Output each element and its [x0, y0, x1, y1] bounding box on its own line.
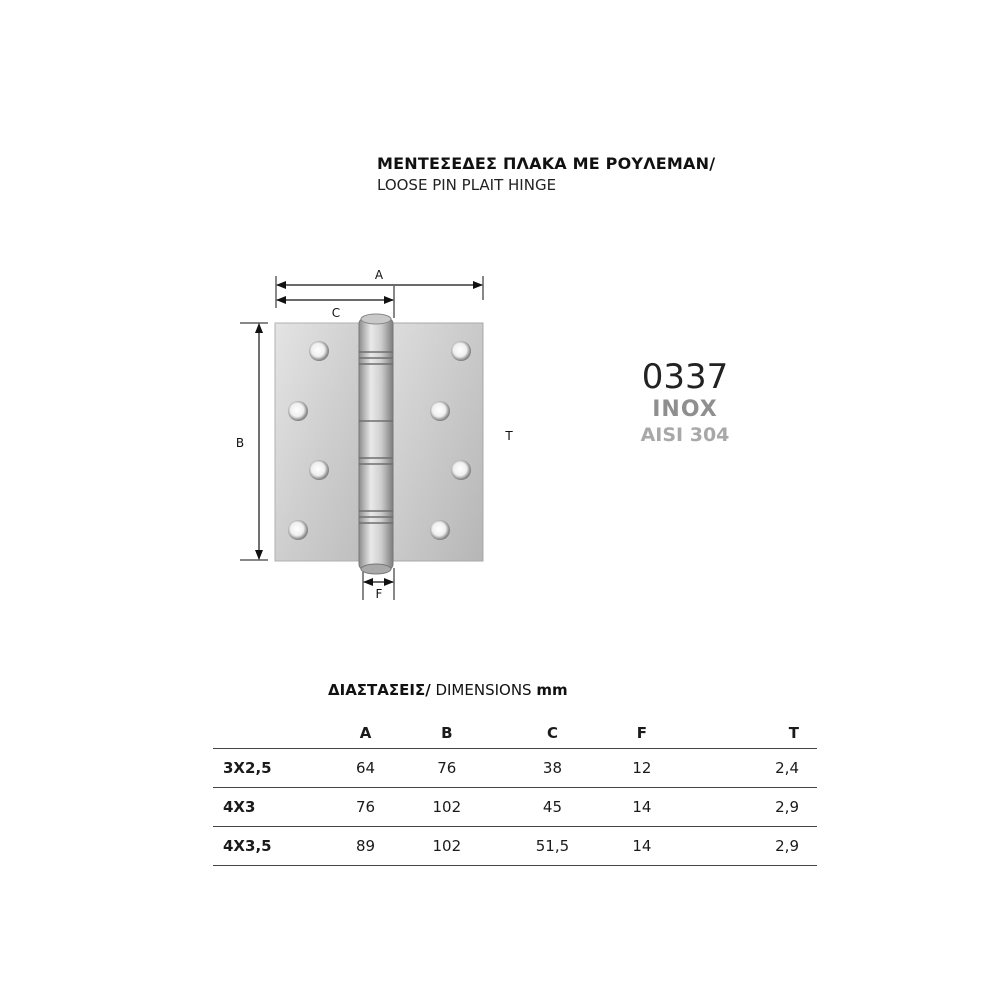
dimensions-heading-greek: ΔΙΑΣΤΑΣΕΙΣ/	[328, 681, 431, 699]
table-header-row	[213, 718, 817, 749]
dimension-b	[236, 323, 268, 560]
cell-t: 2,9	[674, 788, 817, 827]
row-size: 4X3	[213, 788, 333, 827]
product-code: 0337	[641, 357, 729, 397]
table-row	[213, 749, 817, 788]
material-grade: AISI 304	[640, 424, 730, 446]
dimensions-heading	[328, 681, 568, 699]
inox-logo: INOX	[652, 397, 718, 422]
column-header-b: B	[398, 718, 496, 749]
dimensions-heading-english: DIMENSIONS	[430, 681, 537, 699]
title-greek: ΜΕΝΤΕΣΕΔΕΣ ΠΛΑΚΑ ΜΕ ΡΟΥΛΕΜΑΝ/	[377, 154, 716, 173]
dimension-a	[276, 268, 483, 308]
label-c: C	[331, 306, 341, 320]
cell-f: 12	[609, 749, 674, 788]
label-f: F	[375, 587, 383, 601]
cell-a: 64	[333, 749, 398, 788]
cell-c: 51,5	[496, 827, 610, 866]
column-header-c: C	[496, 718, 610, 749]
cell-f: 14	[609, 788, 674, 827]
cell-c: 38	[496, 749, 610, 788]
cell-b: 102	[398, 788, 496, 827]
dimensions-unit: mm	[536, 681, 568, 699]
cell-t: 2,9	[674, 827, 817, 866]
hinge-illustration	[275, 314, 483, 574]
column-header-f: F	[609, 718, 674, 749]
cell-c: 45	[496, 788, 610, 827]
column-header-size	[213, 718, 333, 749]
cell-a: 76	[333, 788, 398, 827]
cell-b: 76	[398, 749, 496, 788]
title-english: LOOSE PIN PLAIT HINGE	[377, 176, 557, 194]
dimensions-table	[213, 718, 817, 866]
table-row	[213, 827, 817, 866]
label-t: T	[505, 429, 513, 443]
row-size: 3X2,5	[213, 749, 333, 788]
column-header-t: T	[674, 718, 817, 749]
cell-b: 102	[398, 827, 496, 866]
label-b: B	[235, 436, 245, 450]
row-size: 4X3,5	[213, 827, 333, 866]
cell-t: 2,4	[674, 749, 817, 788]
label-a: A	[374, 268, 384, 282]
column-header-a: A	[333, 718, 398, 749]
product-code-block	[630, 357, 740, 447]
table-row	[213, 788, 817, 827]
cell-f: 14	[609, 827, 674, 866]
cell-a: 89	[333, 827, 398, 866]
